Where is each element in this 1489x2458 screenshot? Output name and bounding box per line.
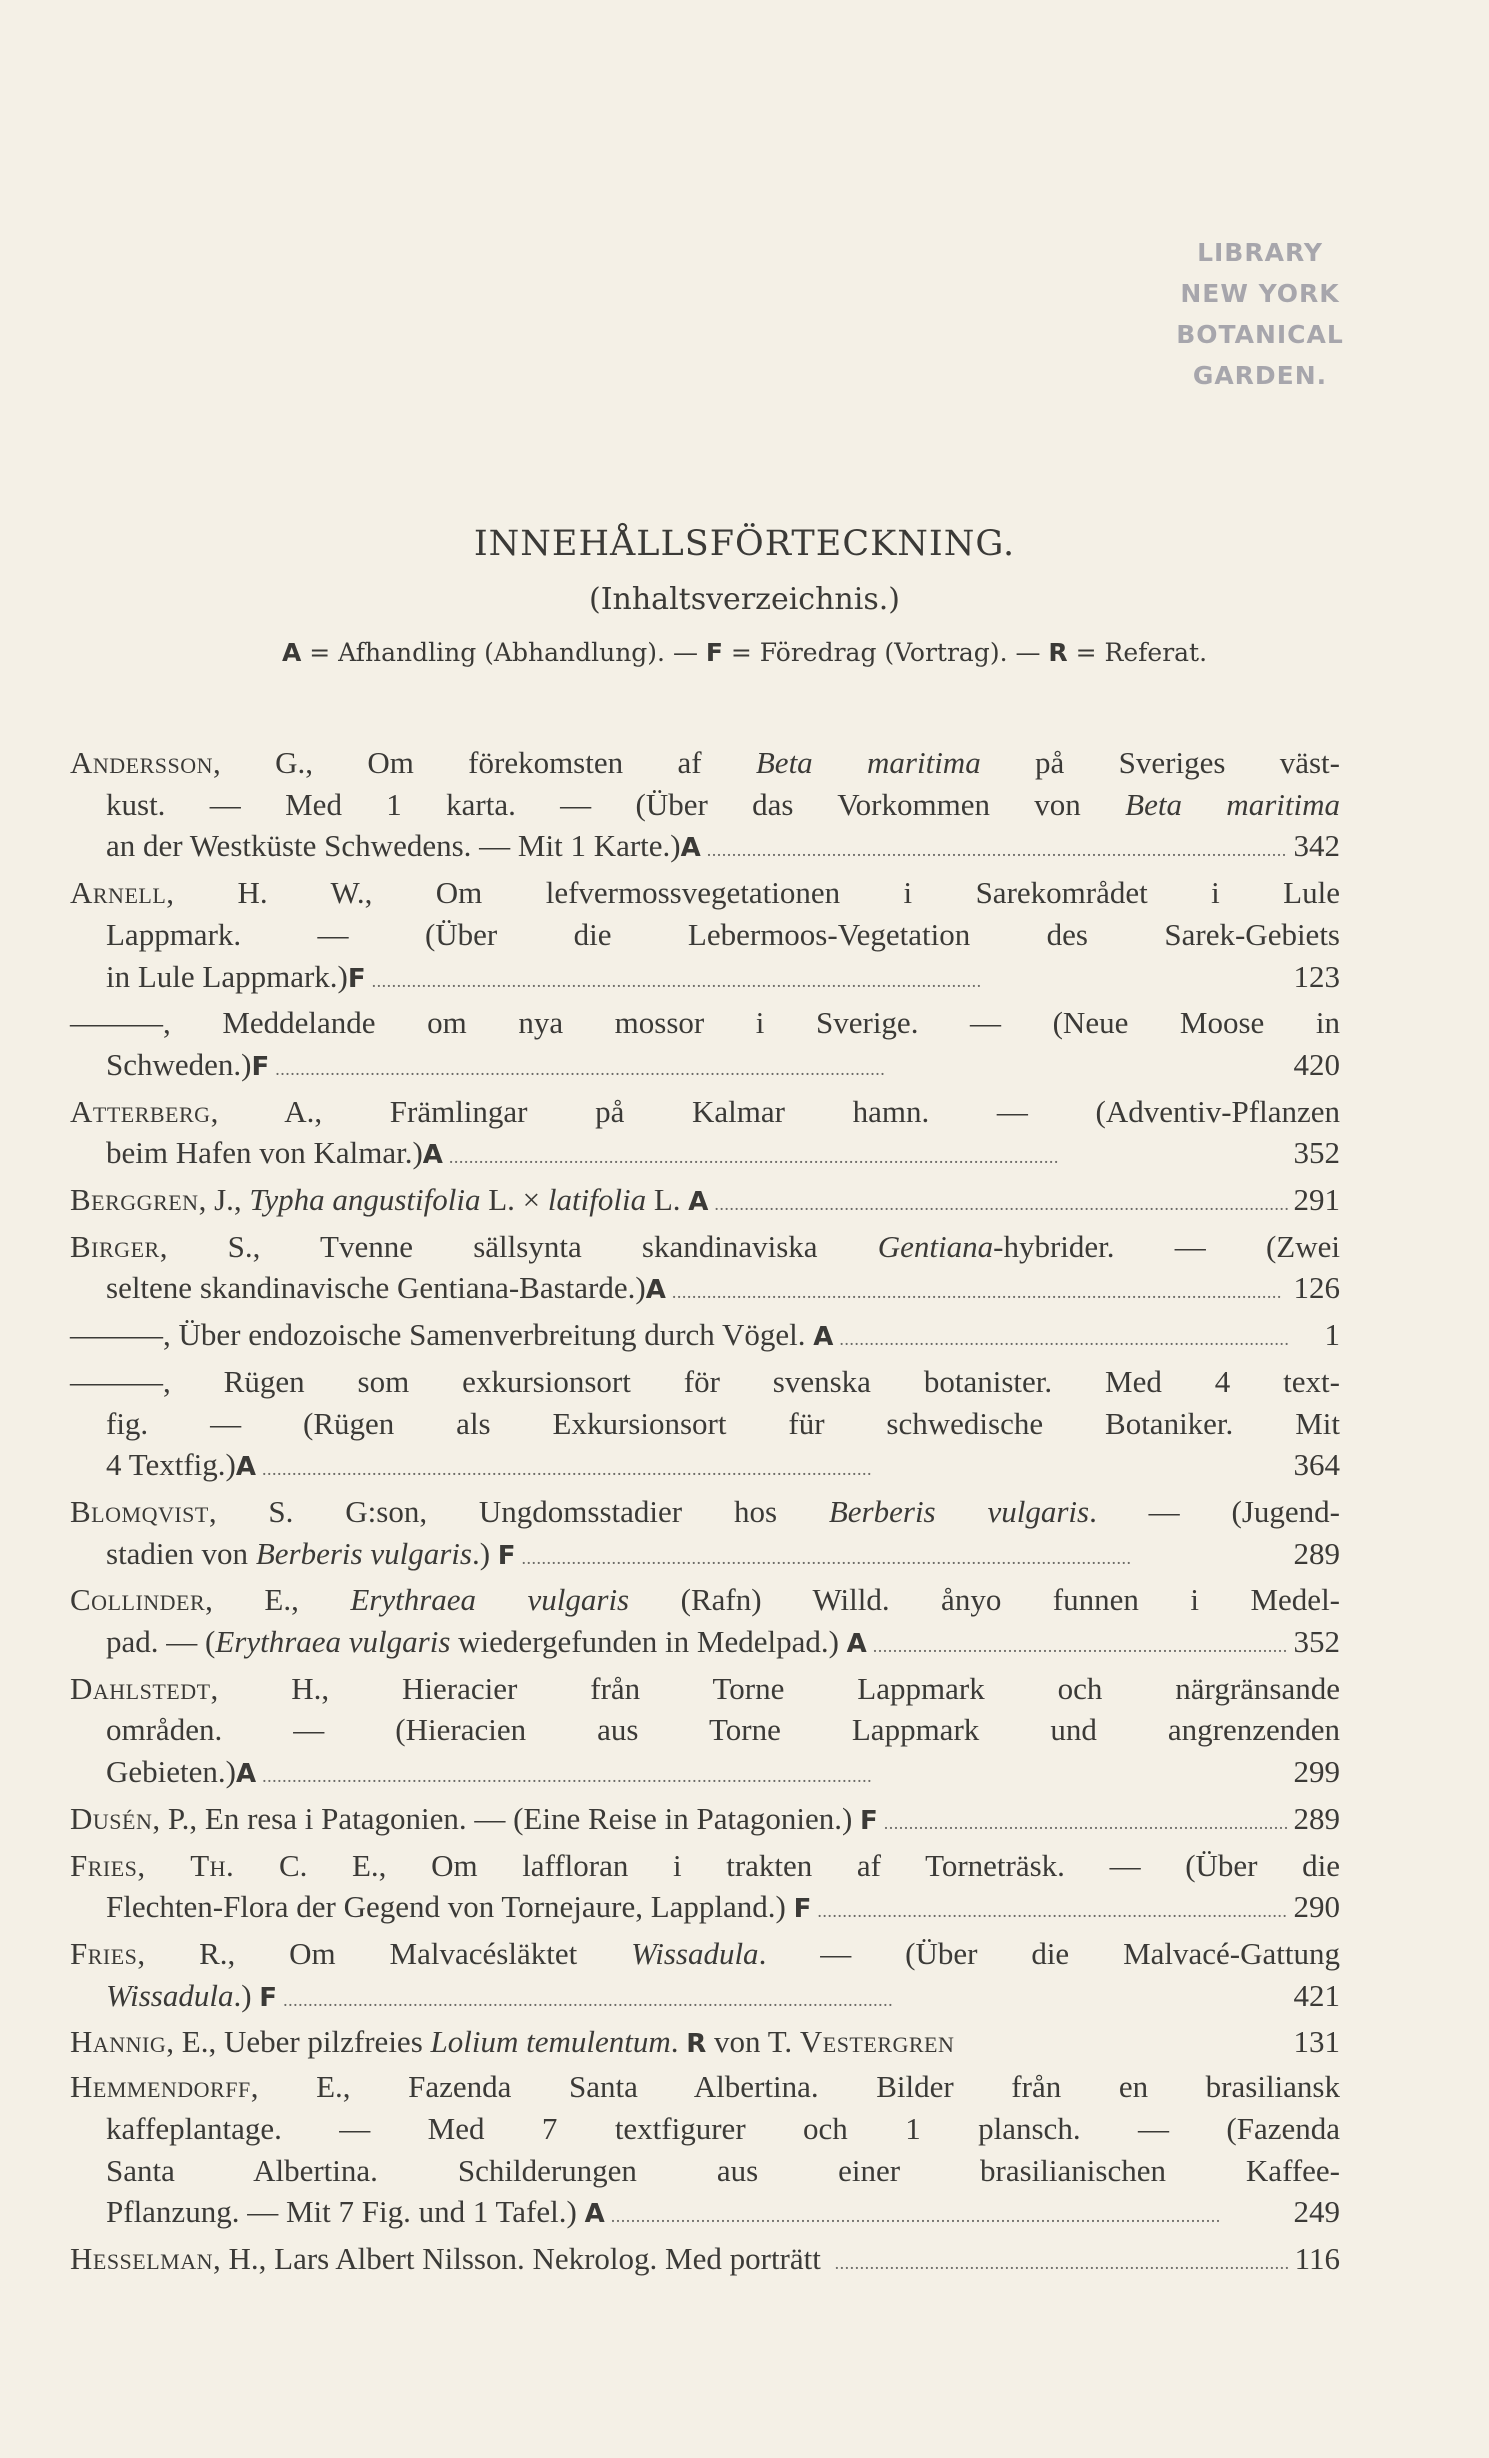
author-name: Dusén xyxy=(70,1800,153,1836)
entry-blomqvist xyxy=(70,1491,1340,1579)
entry-text: , S. G:son, Ungdomsstadier hos xyxy=(208,1493,829,1529)
entry-text: Gebieten.) xyxy=(106,1754,236,1790)
entry-line: fig. — (Rügen als Exkursionsort für schwedische Botaniker. Mit xyxy=(106,1405,1340,1441)
dot-leader xyxy=(884,1798,1288,1845)
page-number: 364 xyxy=(1293,1447,1340,1483)
entry-birger-3 xyxy=(70,1361,1340,1491)
species-name: Wissadula xyxy=(631,1935,759,1971)
entry-text: . xyxy=(670,2024,687,2060)
type-mark: A xyxy=(846,1629,867,1660)
entry-text: , H., Hieracier från Torne Lappmark och närgränsande xyxy=(210,1670,1340,1706)
species-name: Beta maritima xyxy=(755,745,981,780)
species-name: Beta maritima xyxy=(1125,786,1340,822)
page-number: 126 xyxy=(1293,1270,1340,1306)
entry-text: , G., Om förekomsten af xyxy=(213,745,756,780)
species-name: Berberis vulgaris xyxy=(828,1493,1090,1529)
page-number: 289 xyxy=(1293,1800,1340,1836)
page-number: 299 xyxy=(1293,1754,1340,1790)
dot-leader xyxy=(262,1751,1287,1798)
author-name: Berggren xyxy=(70,1182,199,1218)
stamp-line: NEW YORK xyxy=(1180,279,1340,308)
page-number: 291 xyxy=(1293,1182,1340,1218)
page-number: 352 xyxy=(1293,1624,1340,1660)
entry-text: , H. W., Om lefvermossvegetationen i Sarekområdet i Lule xyxy=(166,875,1340,911)
entry-text: . — (Über die Malvacé-Gattung xyxy=(758,1935,1340,1971)
entry-text: 4 Textfig.) xyxy=(106,1447,236,1483)
entry-line xyxy=(70,1132,1340,1179)
page-number: 116 xyxy=(1294,2240,1340,2276)
entry-line xyxy=(70,1621,1340,1668)
entry-text: Flechten-Flora der Gegend von Tornejaure, Lappland.) xyxy=(106,1889,794,1925)
page-number: 421 xyxy=(1293,1977,1340,2013)
entry-text: pad. — ( xyxy=(106,1624,216,1660)
author-name: Fries xyxy=(70,1935,138,1971)
entry-line xyxy=(70,1179,1340,1226)
entry-line xyxy=(70,1444,1340,1491)
type-mark: A xyxy=(235,1452,256,1483)
dot-leader xyxy=(835,2238,1288,2285)
author-name: Arnell xyxy=(70,875,167,911)
entry-text: , R., Om Malvacésläktet xyxy=(137,1935,632,1971)
entry-text: , E., xyxy=(205,1582,351,1618)
entry-line xyxy=(70,872,1340,914)
legend-text-f: = Föredrag (Vortrag). — xyxy=(722,638,1049,667)
entry-text: , E., Fazenda Santa Albertina. Bilder från en brasiliansk xyxy=(250,2069,1340,2105)
author-name: Andersson xyxy=(70,745,214,780)
page-number: 342 xyxy=(1293,828,1340,864)
entry-arnell-2 xyxy=(70,1002,1340,1090)
page-number: 123 xyxy=(1293,958,1340,994)
dot-leader xyxy=(372,956,1288,1003)
entry-line xyxy=(70,1798,1340,1845)
entry-line xyxy=(70,1091,1340,1133)
entry-text: , A., Främlingar på Kalmar hamn. — (Adventiv-Pflanzen xyxy=(210,1093,1340,1129)
species-name: Erythraea vulgaris xyxy=(215,1624,451,1660)
type-mark: F xyxy=(860,1805,878,1836)
legend-key-a: A xyxy=(281,638,302,667)
legend-key-f: F xyxy=(705,638,723,667)
entry-text: -hybrider. — (Zwei xyxy=(993,1228,1340,1264)
entry-line xyxy=(70,2238,1340,2285)
entry-fries-th xyxy=(70,1845,1340,1933)
entry-text: Pflanzung. — Mit 7 Fig. und 1 Tafel.) xyxy=(106,2194,585,2230)
entry-line xyxy=(70,1668,1340,1710)
entry-text: på Sveriges väst- xyxy=(980,745,1340,780)
species-name: latifolia xyxy=(547,1182,647,1218)
author-name: Atterberg xyxy=(70,1093,211,1129)
dot-leader xyxy=(283,1975,1287,2022)
entry-text: in Lule Lappmark.) xyxy=(106,958,348,994)
entry-arnell xyxy=(70,872,1340,1002)
legend-key-r: R xyxy=(1048,638,1068,667)
entry-line: Lappmark. — (Über die Lebermoos-Vegetation des Sarek-Gebiets xyxy=(106,916,1340,952)
page-number: 290 xyxy=(1293,1889,1340,1925)
entry-line xyxy=(70,2021,1340,2066)
entry-line: områden. — (Hieracien aus Torne Lappmark und angrenzenden xyxy=(106,1712,1340,1748)
entry-text: (Rafn) Willd. ånyo funnen i Medel- xyxy=(629,1582,1341,1618)
stamp-line: GARDEN. xyxy=(1192,361,1328,390)
entry-line xyxy=(70,1533,1340,1580)
author-name: Dahlstedt xyxy=(70,1670,211,1706)
type-mark: A xyxy=(688,1187,709,1218)
species-name: Wissadula xyxy=(106,1977,234,2013)
type-mark: F xyxy=(259,1982,278,2013)
library-stamp xyxy=(1150,232,1370,396)
dot-leader xyxy=(714,1179,1287,1226)
type-mark: A xyxy=(584,2199,605,2230)
entry-atterberg xyxy=(70,1091,1340,1179)
entry-line: ———, Rügen som exkursionsort för svenska botanister. Med 4 text- xyxy=(70,1363,1340,1399)
entry-line xyxy=(70,1751,1340,1798)
dot-leader xyxy=(275,1044,1287,1091)
legend-text-r: = Referat. xyxy=(1067,638,1208,667)
dot-leader xyxy=(707,825,1288,872)
legend xyxy=(0,638,1489,667)
entry-line xyxy=(70,784,1340,826)
entry-text: , J., xyxy=(198,1182,242,1218)
author-name: Blomqvist xyxy=(70,1493,209,1529)
entry-hemmendorff xyxy=(70,2066,1340,2238)
entry-text: wiedergefunden in Medelpad.) xyxy=(450,1624,847,1660)
type-mark: F xyxy=(251,1051,270,1082)
entry-text: Schweden.) xyxy=(106,1046,252,1082)
page-subtitle: (Inhaltsverzeichnis.) xyxy=(588,582,900,617)
type-mark: F xyxy=(793,1894,812,1925)
entry-text: , S., Tvenne sällsynta skandinaviska xyxy=(159,1228,878,1264)
entry-line: ———, Meddelande om nya mossor i Sverige. — (Neue Moose in xyxy=(70,1005,1340,1041)
entry-line xyxy=(70,2191,1340,2238)
species-name: Erythraea vulgaris xyxy=(350,1582,630,1618)
entry-text: , P., En resa i Patagonien. — (Eine Reise in Patagonien.) xyxy=(152,1800,861,1836)
reviewer-name: Vestergren xyxy=(799,2024,955,2060)
species-name: Berberis vulgaris xyxy=(255,1535,472,1571)
entry-line: kaffeplantage. — Med 7 textfigurer och 1 plansch. — (Fazenda xyxy=(106,2110,1340,2146)
entry-text: kust. — Med 1 karta. — (Über das Vorkommen von xyxy=(106,786,1126,822)
author-name: Birger xyxy=(70,1228,160,1264)
dot-leader xyxy=(449,1132,1288,1179)
entry-line xyxy=(70,1845,1340,1887)
entry-dahlstedt xyxy=(70,1668,1340,1798)
dot-leader xyxy=(611,2191,1288,2238)
dot-leader xyxy=(522,1533,1288,1580)
species-name: Typha angustifolia xyxy=(249,1182,481,1218)
dot-leader xyxy=(873,1621,1288,1668)
author-name: Hemmendorff xyxy=(70,2069,251,2105)
page-number: 131 xyxy=(1293,2024,1340,2060)
entry-line xyxy=(70,742,1340,784)
entry-collinder xyxy=(70,1579,1340,1667)
entry-text: seltene skandinavische Gentiana-Bastarde.) xyxy=(106,1270,646,1306)
species-name: Lolium temulentum xyxy=(430,2024,671,2060)
type-mark: A xyxy=(813,1322,834,1353)
entry-text: stadien von xyxy=(106,1535,256,1571)
entry-hesselman xyxy=(70,2238,1340,2285)
species-name: Gentiana xyxy=(877,1228,994,1264)
entry-line xyxy=(70,956,1340,1003)
page-title: INNEHÅLLSFÖRTECKNING. xyxy=(473,524,1016,564)
entry-text: L. xyxy=(646,1182,689,1218)
entry-hannig xyxy=(70,2021,1340,2066)
entry-text: .) xyxy=(233,1977,260,2013)
page-number: 1 xyxy=(1324,1317,1340,1353)
entry-line xyxy=(70,1491,1340,1533)
author-name: Hesselman xyxy=(70,2240,214,2276)
entry-line xyxy=(70,1314,1340,1361)
entry-berggren xyxy=(70,1179,1340,1226)
entry-text: , H., Lars Albert Nilsson. Nekrolog. Med porträtt xyxy=(213,2240,829,2276)
legend-text-a: = Afhandling (Abhandlung). — xyxy=(301,638,706,667)
entry-line xyxy=(70,1044,1340,1091)
author-name: Fries, Th. xyxy=(70,1847,235,1883)
entry-line xyxy=(70,1579,1340,1621)
stamp-line: LIBRARY xyxy=(1197,238,1323,267)
dot-leader xyxy=(839,1314,1288,1361)
type-mark: F xyxy=(347,963,366,994)
page-number: 249 xyxy=(1293,2194,1340,2230)
entry-text: C. E., Om laffloran i trakten af Torneträsk. — (Über die xyxy=(234,1847,1340,1883)
page-number: 289 xyxy=(1293,1535,1340,1571)
entry-line: Santa Albertina. Schilderungen aus einer brasilianischen Kaffee- xyxy=(106,2152,1340,2188)
contents-list xyxy=(70,742,1340,2285)
entry-line xyxy=(70,825,1340,872)
page-number: 420 xyxy=(1293,1046,1340,1082)
type-mark: A xyxy=(680,833,701,864)
type-mark: A xyxy=(422,1140,443,1171)
page-number: 352 xyxy=(1293,1135,1340,1171)
entry-line xyxy=(70,1933,1340,1975)
author-name: Collinder xyxy=(70,1582,206,1618)
entry-text: an der Westküste Schwedens. — Mit 1 Karte.) xyxy=(106,828,681,864)
entry-text: L. × xyxy=(480,1182,548,1218)
type-mark: A xyxy=(235,1759,257,1790)
entry-birger-2 xyxy=(70,1314,1340,1361)
dot-leader xyxy=(672,1267,1288,1314)
stamp-line: BOTANICAL xyxy=(1176,320,1344,349)
entry-text: .) xyxy=(471,1535,498,1571)
entry-text: ———, Über endozoische Samenverbreitung durch Vögel. xyxy=(70,1317,814,1353)
entry-andersson xyxy=(70,742,1340,872)
entry-fries-r xyxy=(70,1933,1340,2021)
entry-line xyxy=(70,1886,1340,1933)
entry-text: , E., Ueber pilzfreies xyxy=(166,2024,431,2060)
entry-line xyxy=(70,1267,1340,1314)
author-name: Hannig xyxy=(70,2024,167,2060)
entry-line xyxy=(70,1975,1340,2022)
entry-dusen xyxy=(70,1798,1340,1845)
type-mark: F xyxy=(497,1540,516,1571)
entry-line xyxy=(70,1226,1340,1268)
entry-birger xyxy=(70,1226,1340,1314)
type-mark: A xyxy=(645,1275,666,1306)
dot-leader xyxy=(817,1886,1287,1933)
dot-leader xyxy=(262,1444,1288,1491)
entry-line xyxy=(70,2066,1340,2108)
type-mark: R xyxy=(686,2029,707,2060)
entry-text: beim Hafen von Kalmar.) xyxy=(106,1135,423,1171)
entry-text: von T. xyxy=(706,2024,800,2060)
entry-text: . — (Jugend- xyxy=(1089,1493,1340,1529)
